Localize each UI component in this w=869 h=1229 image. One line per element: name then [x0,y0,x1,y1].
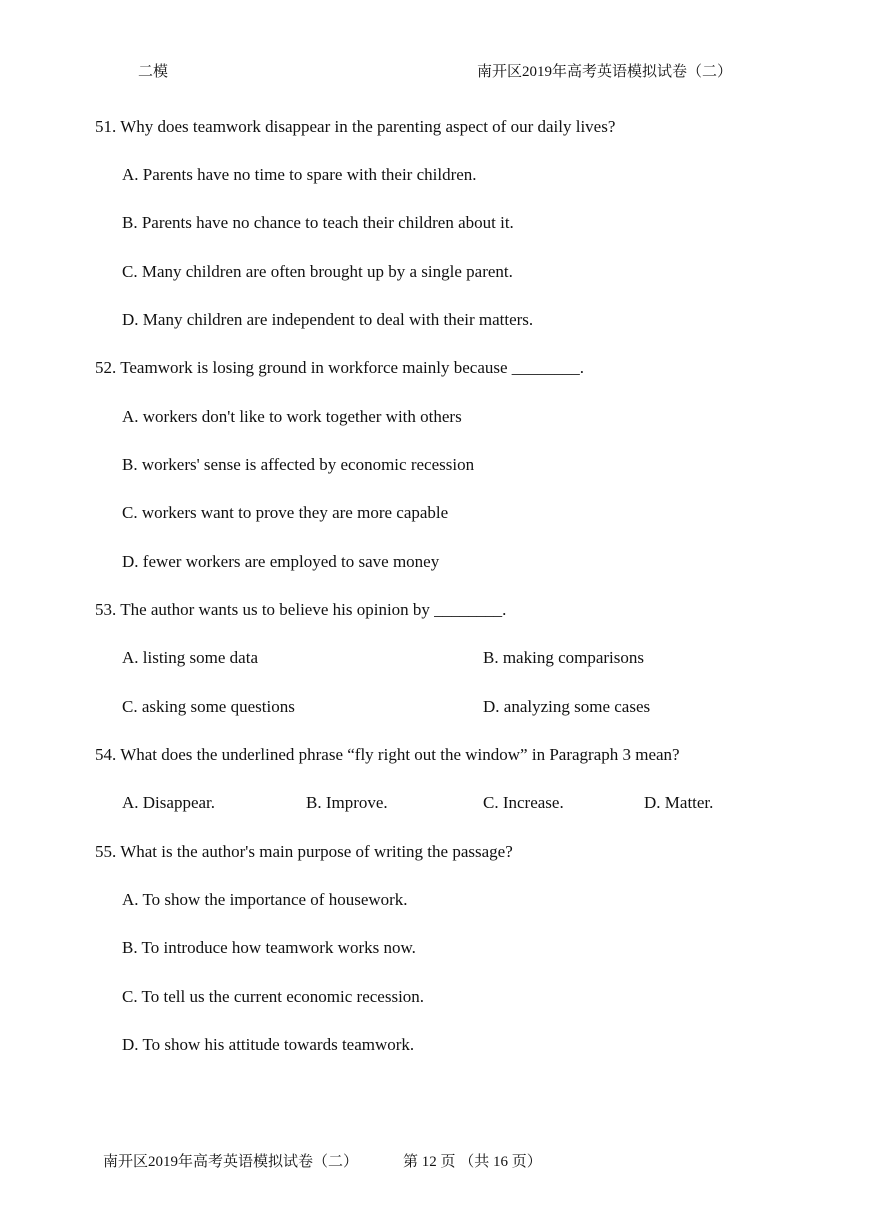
question-53-option-b: B. making comparisons [483,648,645,667]
question-53-stem: 53. The author wants us to believe his opinion by ________. [95,600,507,619]
question-55-option-d: D. To show his attitude towards teamwork. [122,1035,415,1054]
question-54-option-d: D. Matter. [644,793,714,812]
question-54-option-c: C. Increase. [483,793,564,812]
question-55-stem: 55. What is the author's main purpose of writing the passage? [95,842,513,861]
question-51-stem: 51. Why does teamwork disappear in the parenting aspect of our daily lives? [95,117,616,136]
question-51-option-a: A. Parents have no time to spare with their children. [122,165,477,184]
question-53-option-c: C. asking some questions [122,697,295,716]
question-52-option-c: C. workers want to prove they are more capable [122,503,449,522]
footer-title: 南开区2019年高考英语模拟试卷（二） [103,1154,359,1170]
question-52-option-a: A. workers don't like to work together with others [122,407,462,426]
header-right: 南开区2019年高考英语模拟试卷（二） [477,64,733,80]
question-54-stem: 54. What does the underlined phrase “fly right out the window” in Paragraph 3 mean? [95,745,680,764]
question-55-option-a: A. To show the importance of housework. [122,890,408,909]
question-51-option-b: B. Parents have no chance to teach their children about it. [122,213,514,232]
question-53-option-a: A. listing some data [122,648,258,667]
question-55-option-b: B. To introduce how teamwork works now. [122,938,416,957]
header-left: 二模 [138,64,169,80]
question-54-option-a: A. Disappear. [122,793,216,812]
question-51-option-c: C. Many children are often brought up by a single parent. [122,262,513,281]
page-number: 第 12 页 （共 16 页） [403,1154,542,1170]
question-51-option-d: D. Many children are independent to deal with their matters. [122,310,534,329]
question-55-option-c: C. To tell us the current economic recession. [122,987,425,1006]
question-54-option-b: B. Improve. [306,793,388,812]
question-52-stem: 52. Teamwork is losing ground in workforce mainly because ________. [95,358,585,377]
question-52-option-d: D. fewer workers are employed to save money [122,552,440,571]
question-52-option-b: B. workers' sense is affected by economic recession [122,455,475,474]
question-53-option-d: D. analyzing some cases [483,697,651,716]
